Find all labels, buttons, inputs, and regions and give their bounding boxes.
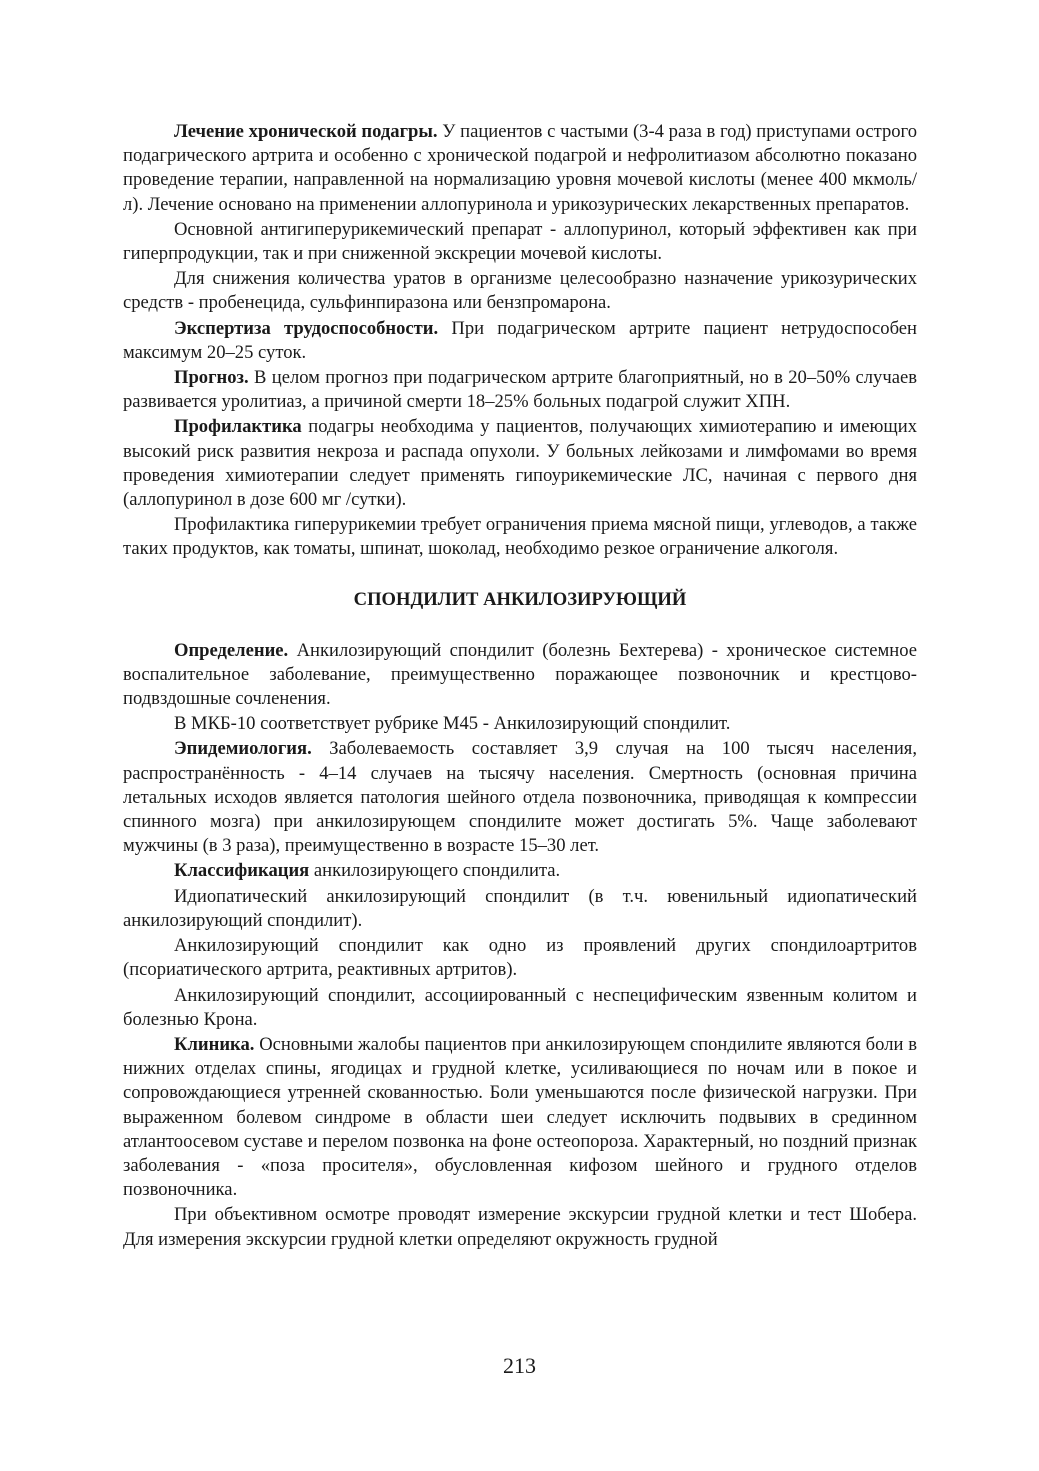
paragraph-epidemiology <box>123 737 917 858</box>
paragraph-text: Анкилозирующий спондилит, ассоциированный с неспецифическим язвенным колитом и болезнью Крона. <box>123 984 917 1030</box>
paragraph-hyperuricemia-prevention <box>123 513 917 561</box>
paragraph-allopurinol <box>123 218 917 266</box>
term-work-capacity: Экспертиза трудоспособности. <box>174 317 439 339</box>
paragraph-classification <box>123 859 917 883</box>
paragraph-text: Заболеваемость составляет 3,9 случая на 100 тысяч населения, распространённость - 4–14 случаев на тысячу населения. Смертность (основная причина летальных исходов является патология шейного отдела позвоночника, приводящая к компрессии спинного мозга) при анкилозирующем спондилите может достигать 5%. Чаще заболевают мужчины (в 3 раза), преимущественно в возрасте 15–30 лет. <box>123 738 917 857</box>
paragraph-text: подагры необходима у пациентов, получающих химиотерапию и имеющих высокий риск развития некроза и распада опухоли. У больных лейкозами и лимфомами во время проведения химиотерапии следует применять гипоурикемические ЛС, начиная с первого дня (аллопуринол в дозе 600 мг /сутки). <box>123 416 917 511</box>
paragraph-icd10 <box>123 712 917 736</box>
paragraph-text: Профилактика гиперурикемии требует ограничения приема мясной пищи, углеводов, а также таких продуктов, как томаты, шпинат, шоколад, необходимо резкое ограничение алкоголя. <box>123 514 917 560</box>
paragraph-spondyloarthritis <box>123 934 917 982</box>
paragraph-examination <box>123 1203 917 1251</box>
paragraph-text: При объективном осмотре проводят измерение экскурсии грудной клетки и тест Шобера. Для измерения экскурсии грудной клетки определяют окружность грудной <box>123 1204 917 1250</box>
paragraph-text: Основными жалобы пациентов при анкилозирующем спондилите являются боли в нижних отделах спины, ягодицах и грудной клетке, усиливающиеся по ночам или в покое и сопровождающиеся утренней скованностью. Боли уменьшаются после физической нагрузки. При выраженном болевом синдроме в области шеи следует исключить подвывих в срединном атлантоосевом суставе и перелом позвонка на фоне остеопороза. Характерный, но поздний признак заболевания - «поза просителя», обусловленная кифозом шейного и грудного отделов позвоночника. <box>123 1033 917 1201</box>
paragraph-clinic <box>123 1033 917 1202</box>
term-prevention: Профилактика <box>174 416 302 438</box>
paragraph-definition <box>123 639 917 712</box>
paragraph-text: В МКБ-10 соответствует рубрике М45 - Анкилозирующий спондилит. <box>174 713 731 735</box>
paragraph-text: анкилозирующего спондилита. <box>309 860 561 882</box>
term-prognosis: Прогноз. <box>174 367 249 389</box>
paragraph-text: Идиопатический анкилозирующий спондилит (в т.ч. ювенильный идиопатический анкилозирующий спондилит). <box>123 885 917 931</box>
paragraph-text: У пациентов с частыми (3-4 раза в год) приступами острого подагрического артрита и особенно с хронической подагрой и нефролитиазом абсолютно показано проведение терапии, направленной на нормализацию уровня мочевой кислоты (менее 400 мкмоль/л). Лечение основано на применении аллопуринола и урикозурических лекарственных препаратов. <box>123 121 917 215</box>
paragraph-colitis <box>123 984 917 1032</box>
paragraph-chronic-gout-treatment <box>123 120 917 217</box>
section-heading: СПОНДИЛИТ АНКИЛОЗИРУЮЩИЙ <box>353 588 687 610</box>
paragraph-text: При подагрическом артрите пациент нетрудоспособен максимум 20–25 суток. <box>123 317 917 363</box>
term-epidemiology: Эпидемиология. <box>174 738 312 760</box>
term-classification: Классификация <box>174 860 310 882</box>
paragraph-uricosuric <box>123 267 917 315</box>
paragraph-text: В целом прогноз при подагрическом артрите благоприятный, но в 20–50% случаев развивается уролитиаз, а причиной смерти 18–25% больных подагрой служит ХПН. <box>123 367 917 413</box>
paragraph-text: Для снижения количества уратов в организме целесообразно назначение урикозурических средств - пробенецида, сульфинпиразона или бензпромарона. <box>123 268 917 314</box>
term-definition: Определение. <box>174 639 289 661</box>
term-clinic: Клиника. <box>174 1033 255 1055</box>
page-number: 213 <box>503 1353 536 1378</box>
paragraph-text: Анкилозирующий спондилит как одно из проявлений других спондилоартритов (псориатического артрита, реактивных артритов). <box>123 935 917 981</box>
paragraph-text: Анкилозирующий спондилит (болезнь Бехтерева) - хроническое системное воспалительное заболевание, преимущественно поражающее позвоночник и крестцово-подвздошные сочленения. <box>123 639 917 710</box>
paragraph-idiopathic <box>123 885 917 933</box>
paragraph-prognosis <box>123 366 917 414</box>
term-chronic-gout-treatment: Лечение хронической подагры. <box>174 121 438 142</box>
paragraph-text: Основной антигиперурикемический препарат - аллопуринол, который эффективен как при гиперпродукции, так и при сниженной экскреции мочевой кислоты. <box>123 218 917 265</box>
page-body <box>123 120 917 1253</box>
paragraph-prevention <box>123 415 917 512</box>
paragraph-work-capacity <box>123 317 917 365</box>
